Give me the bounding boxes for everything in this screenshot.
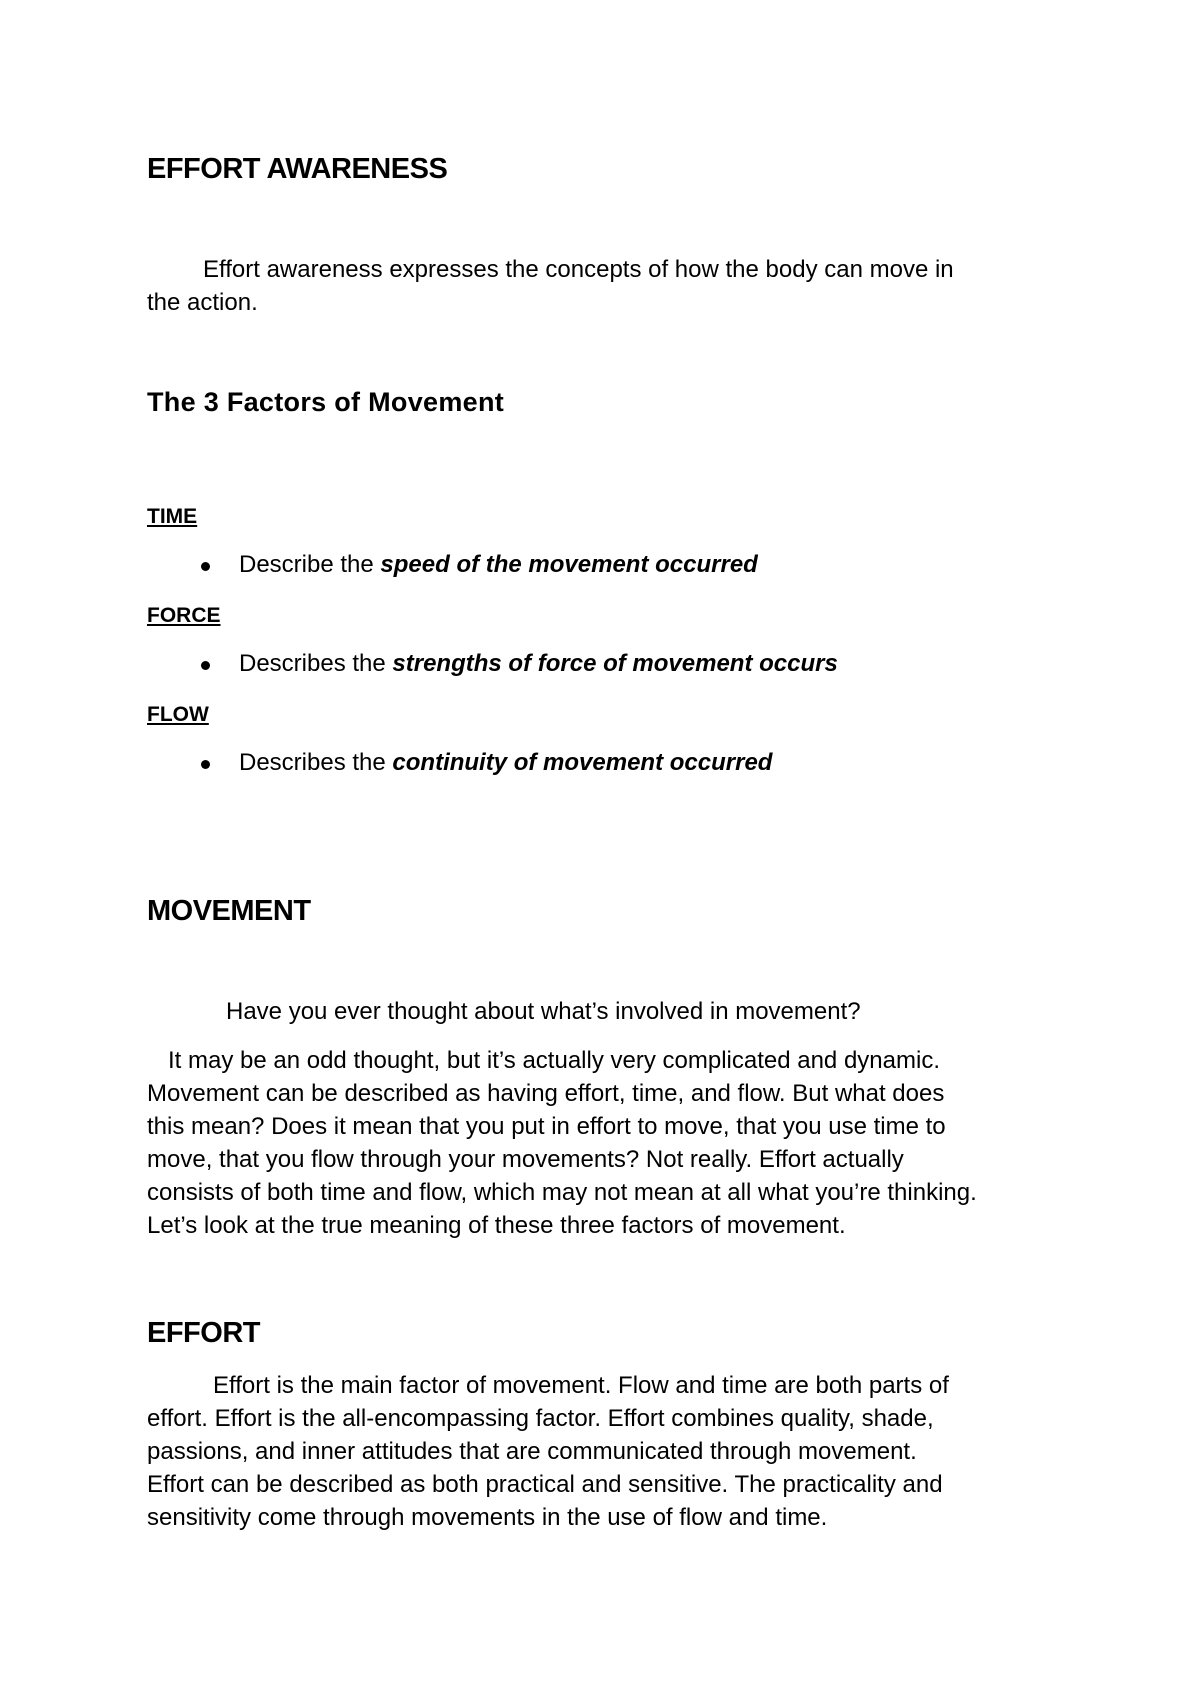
bullet-icon	[201, 562, 210, 571]
factor-flow-label: FLOW	[147, 703, 209, 726]
movement-paragraph	[147, 1044, 977, 1242]
movement-question: Have you ever thought about what’s involved in movement?	[226, 998, 861, 1025]
movement-line: Movement can be described as having effort, time, and flow. But what does	[147, 1080, 945, 1107]
effort-line: passions, and inner attitudes that are communicated through movement.	[147, 1438, 917, 1465]
factor-time-emphasis: speed of the movement occurred	[380, 551, 758, 578]
movement-heading: MOVEMENT	[147, 895, 311, 927]
effort-paragraph	[147, 1369, 949, 1534]
effort-line: sensitivity come through movements in the use of flow and time.	[147, 1504, 828, 1531]
effort-line: Effort can be described as both practical and sensitive. The practicality and	[147, 1471, 943, 1498]
effort-line: Effort is the main factor of movement. Flow and time are both parts of	[213, 1372, 949, 1399]
factor-force-emphasis: strengths of force of movement occurs	[392, 650, 838, 677]
intro-line-2: the action.	[147, 289, 258, 316]
bullet-icon	[201, 760, 210, 769]
factor-flow-lead: Describes the	[239, 749, 393, 776]
factor-time-description	[239, 550, 758, 580]
factor-flow-emphasis: continuity of movement occurred	[392, 749, 773, 776]
intro-line-1: Effort awareness expresses the concepts of how the body can move in	[203, 256, 954, 283]
movement-line: move, that you flow through your movements? Not really. Effort actually	[147, 1146, 904, 1173]
factor-time-lead: Describe the	[239, 551, 381, 578]
factor-force-label: FORCE	[147, 604, 221, 627]
movement-line: Let’s look at the true meaning of these three factors of movement.	[147, 1212, 846, 1239]
movement-line: consists of both time and flow, which may not mean at all what you’re thinking.	[147, 1179, 977, 1206]
factor-force-description	[239, 649, 838, 679]
effort-line: effort. Effort is the all-encompassing factor. Effort combines quality, shade,	[147, 1405, 934, 1432]
factor-time-label: TIME	[147, 505, 198, 528]
factor-flow-description	[239, 748, 772, 778]
intro-paragraph	[147, 253, 954, 319]
bullet-icon	[201, 661, 210, 670]
movement-line: this mean? Does it mean that you put in effort to move, that you use time to	[147, 1113, 946, 1140]
factor-force-lead: Describes the	[239, 650, 393, 677]
effort-heading: EFFORT	[147, 1317, 260, 1349]
factors-heading: The 3 Factors of Movement	[147, 387, 505, 417]
movement-line: It may be an odd thought, but it’s actually very complicated and dynamic.	[168, 1047, 940, 1074]
document-title: EFFORT AWARENESS	[147, 153, 448, 185]
